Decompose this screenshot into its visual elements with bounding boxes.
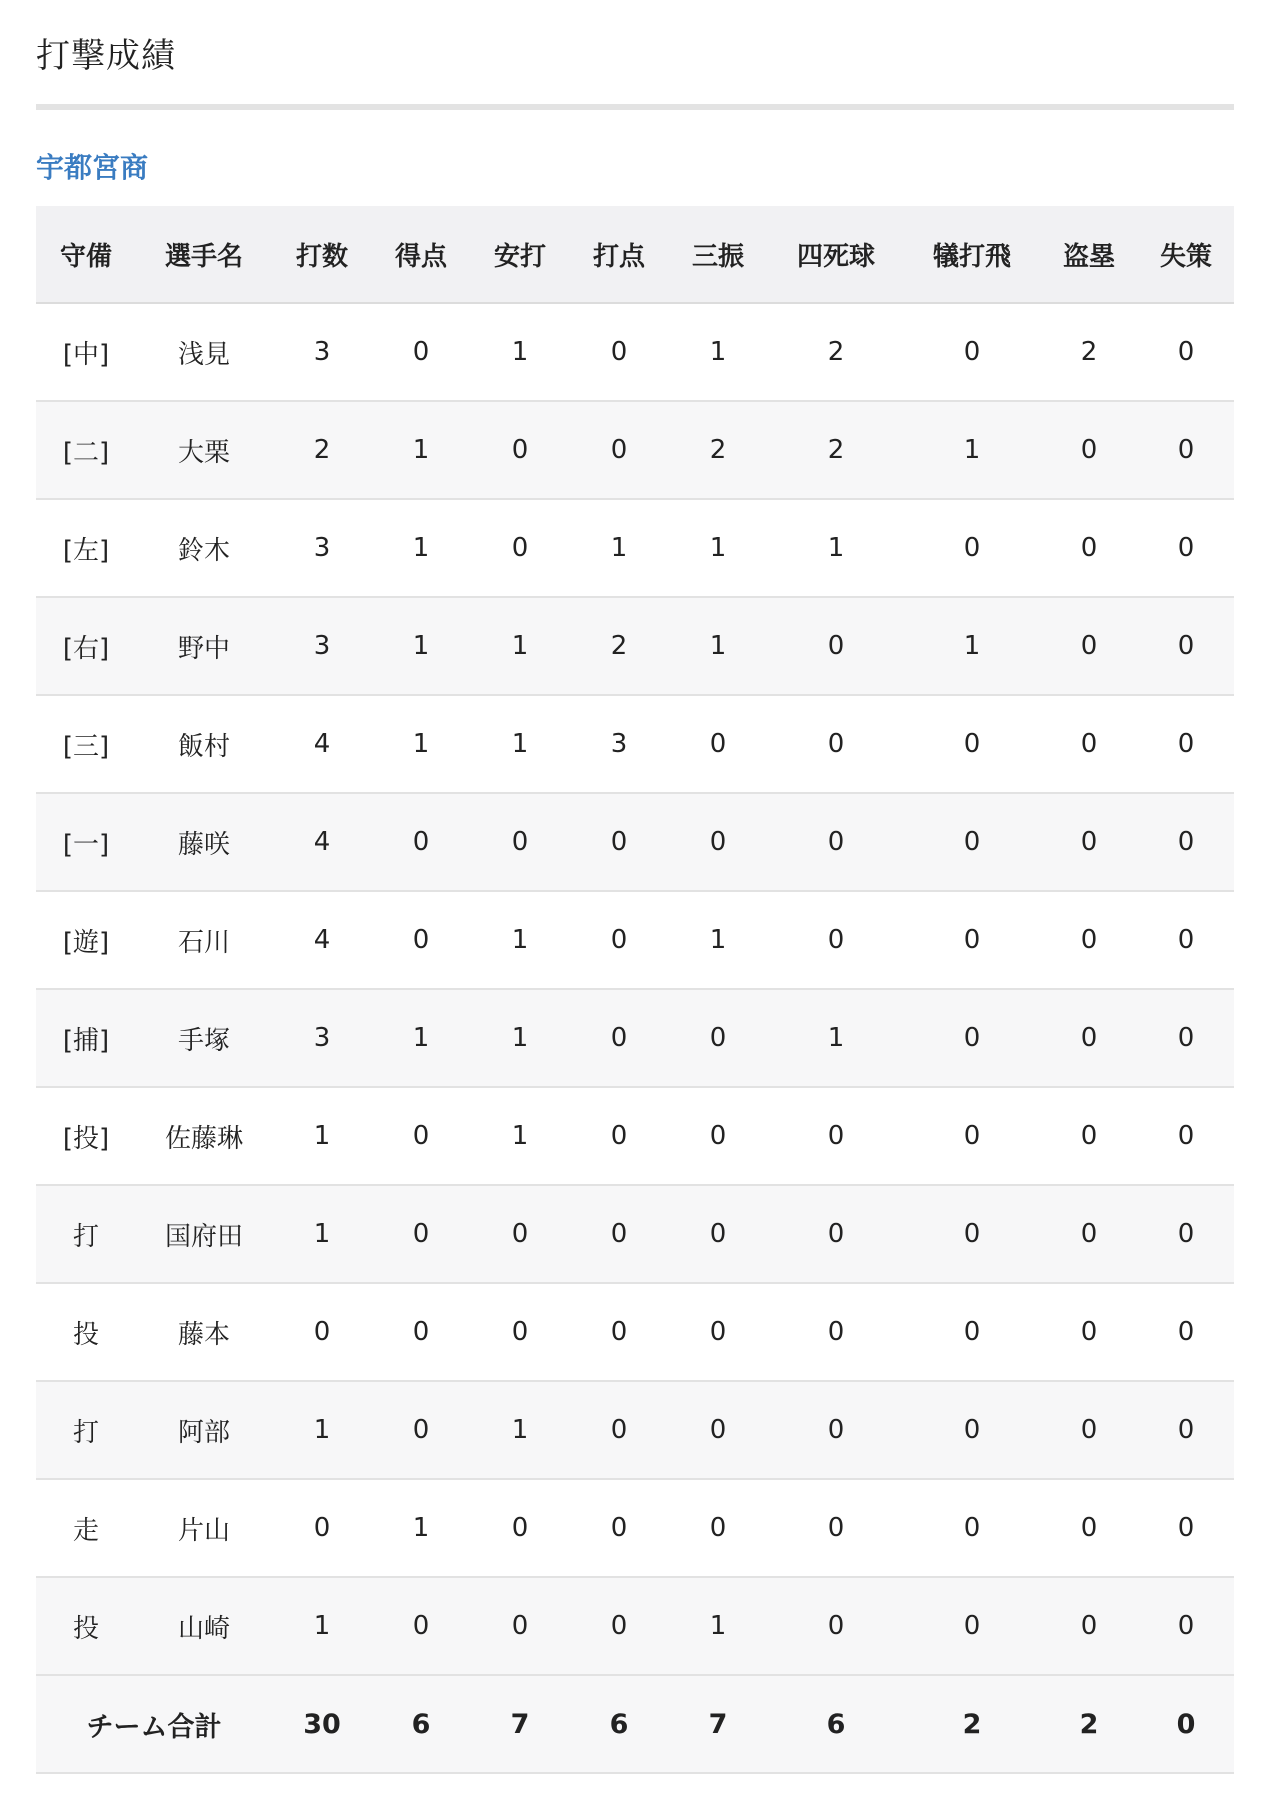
stat-cell: 1 bbox=[470, 891, 570, 989]
player-row bbox=[36, 1479, 1234, 1577]
stat-cell: 2 bbox=[570, 597, 668, 695]
stat-cell: 0 bbox=[570, 1381, 668, 1479]
player-name-cell: 藤本 bbox=[136, 1283, 272, 1381]
position-cell: [左] bbox=[36, 499, 136, 597]
column-header: 打点 bbox=[570, 206, 668, 303]
stat-cell: 1 bbox=[668, 499, 768, 597]
team-total-cell: 7 bbox=[470, 1675, 570, 1773]
player-name-cell: 野中 bbox=[136, 597, 272, 695]
stat-cell: 1 bbox=[904, 597, 1040, 695]
team-name: 宇都宮商 bbox=[36, 151, 149, 184]
stat-cell: 2 bbox=[768, 401, 904, 499]
player-row bbox=[36, 793, 1234, 891]
stat-cell: 1 bbox=[668, 1577, 768, 1675]
stat-cell: 0 bbox=[1040, 1381, 1138, 1479]
stat-cell: 0 bbox=[570, 1479, 668, 1577]
stat-cell: 0 bbox=[570, 793, 668, 891]
stat-cell: 0 bbox=[768, 1381, 904, 1479]
column-header: 三振 bbox=[668, 206, 768, 303]
stat-cell: 0 bbox=[1040, 1185, 1138, 1283]
stat-cell: 0 bbox=[470, 401, 570, 499]
stat-cell: 0 bbox=[1138, 1283, 1234, 1381]
stat-cell: 0 bbox=[470, 793, 570, 891]
stat-cell: 0 bbox=[768, 891, 904, 989]
position-cell: [遊] bbox=[36, 891, 136, 989]
stat-cell: 0 bbox=[1138, 989, 1234, 1087]
stat-cell: 0 bbox=[570, 1185, 668, 1283]
position-cell: 走 bbox=[36, 1479, 136, 1577]
team-total-cell: 7 bbox=[668, 1675, 768, 1773]
stat-cell: 2 bbox=[1040, 303, 1138, 401]
stat-cell: 1 bbox=[272, 1577, 372, 1675]
stat-cell: 0 bbox=[570, 989, 668, 1087]
position-cell: [一] bbox=[36, 793, 136, 891]
player-row bbox=[36, 1087, 1234, 1185]
stat-cell: 1 bbox=[470, 1087, 570, 1185]
column-header: 失策 bbox=[1138, 206, 1234, 303]
stat-cell: 0 bbox=[668, 793, 768, 891]
stat-cell: 1 bbox=[372, 401, 470, 499]
column-header: 得点 bbox=[372, 206, 470, 303]
stat-cell: 1 bbox=[668, 303, 768, 401]
stat-cell: 0 bbox=[1040, 1479, 1138, 1577]
player-row bbox=[36, 1185, 1234, 1283]
stat-cell: 1 bbox=[372, 1479, 470, 1577]
stat-cell: 0 bbox=[272, 1283, 372, 1381]
stat-cell: 0 bbox=[668, 1185, 768, 1283]
stat-cell: 0 bbox=[372, 1087, 470, 1185]
player-row bbox=[36, 499, 1234, 597]
stat-cell: 3 bbox=[570, 695, 668, 793]
stat-cell: 1 bbox=[272, 1087, 372, 1185]
player-row bbox=[36, 1381, 1234, 1479]
stat-cell: 2 bbox=[668, 401, 768, 499]
player-name-cell: 阿部 bbox=[136, 1381, 272, 1479]
stat-cell: 0 bbox=[570, 1283, 668, 1381]
player-row bbox=[36, 695, 1234, 793]
title-divider bbox=[36, 104, 1234, 110]
stat-cell: 0 bbox=[1138, 303, 1234, 401]
position-cell: [中] bbox=[36, 303, 136, 401]
player-row bbox=[36, 891, 1234, 989]
stat-cell: 0 bbox=[470, 1283, 570, 1381]
stat-cell: 0 bbox=[904, 499, 1040, 597]
stat-cell: 0 bbox=[1040, 1577, 1138, 1675]
stat-cell: 0 bbox=[372, 1577, 470, 1675]
position-cell: 投 bbox=[36, 1283, 136, 1381]
stat-cell: 0 bbox=[1138, 891, 1234, 989]
stat-cell: 0 bbox=[668, 1283, 768, 1381]
player-name-cell: 大栗 bbox=[136, 401, 272, 499]
column-header: 守備 bbox=[36, 206, 136, 303]
table-header bbox=[36, 206, 1234, 303]
stat-cell: 1 bbox=[768, 499, 904, 597]
player-name-cell: 山崎 bbox=[136, 1577, 272, 1675]
stat-cell: 0 bbox=[1138, 1087, 1234, 1185]
player-name-cell: 片山 bbox=[136, 1479, 272, 1577]
stat-cell: 1 bbox=[272, 1185, 372, 1283]
stat-cell: 0 bbox=[1138, 499, 1234, 597]
header-row bbox=[36, 206, 1234, 303]
position-cell: [捕] bbox=[36, 989, 136, 1087]
stat-cell: 0 bbox=[1138, 793, 1234, 891]
stat-cell: 0 bbox=[470, 1577, 570, 1675]
position-cell: [投] bbox=[36, 1087, 136, 1185]
stat-cell: 3 bbox=[272, 597, 372, 695]
stat-cell: 0 bbox=[904, 1185, 1040, 1283]
player-row bbox=[36, 401, 1234, 499]
player-row bbox=[36, 1283, 1234, 1381]
batting-stats-table bbox=[36, 206, 1234, 1774]
stat-cell: 4 bbox=[272, 793, 372, 891]
team-total-row bbox=[36, 1675, 1234, 1773]
stat-cell: 0 bbox=[1040, 597, 1138, 695]
team-total-cell: 0 bbox=[1138, 1675, 1234, 1773]
stat-cell: 0 bbox=[904, 989, 1040, 1087]
stat-cell: 1 bbox=[272, 1381, 372, 1479]
stat-cell: 0 bbox=[768, 1283, 904, 1381]
stat-cell: 0 bbox=[904, 1381, 1040, 1479]
stat-cell: 0 bbox=[668, 695, 768, 793]
column-header: 打数 bbox=[272, 206, 372, 303]
stat-cell: 0 bbox=[470, 1479, 570, 1577]
stat-cell: 0 bbox=[768, 1479, 904, 1577]
player-name-cell: 手塚 bbox=[136, 989, 272, 1087]
position-cell: [右] bbox=[36, 597, 136, 695]
stat-cell: 1 bbox=[372, 695, 470, 793]
player-row bbox=[36, 303, 1234, 401]
stat-cell: 0 bbox=[1040, 989, 1138, 1087]
stat-cell: 0 bbox=[1040, 401, 1138, 499]
stat-cell: 0 bbox=[470, 1185, 570, 1283]
stat-cell: 1 bbox=[668, 891, 768, 989]
stat-cell: 0 bbox=[904, 793, 1040, 891]
stat-cell: 0 bbox=[904, 1283, 1040, 1381]
column-header: 選手名 bbox=[136, 206, 272, 303]
stat-cell: 0 bbox=[372, 793, 470, 891]
player-name-cell: 佐藤琳 bbox=[136, 1087, 272, 1185]
team-total-cell: 6 bbox=[372, 1675, 470, 1773]
stat-cell: 0 bbox=[768, 1185, 904, 1283]
column-header: 四死球 bbox=[768, 206, 904, 303]
stat-cell: 0 bbox=[372, 891, 470, 989]
stat-cell: 0 bbox=[904, 891, 1040, 989]
stat-cell: 0 bbox=[1138, 597, 1234, 695]
position-cell: 打 bbox=[36, 1381, 136, 1479]
stat-cell: 0 bbox=[1040, 695, 1138, 793]
player-name-cell: 国府田 bbox=[136, 1185, 272, 1283]
player-name-cell: 鈴木 bbox=[136, 499, 272, 597]
stat-cell: 0 bbox=[768, 597, 904, 695]
stat-cell: 2 bbox=[272, 401, 372, 499]
stat-cell: 0 bbox=[1138, 1479, 1234, 1577]
stat-cell: 0 bbox=[1040, 1283, 1138, 1381]
stat-cell: 0 bbox=[904, 1577, 1040, 1675]
stat-cell: 0 bbox=[768, 695, 904, 793]
stat-cell: 0 bbox=[570, 1577, 668, 1675]
team-total-label: チーム合計 bbox=[36, 1675, 272, 1773]
position-cell: [二] bbox=[36, 401, 136, 499]
stat-cell: 1 bbox=[470, 695, 570, 793]
stat-cell: 0 bbox=[668, 1381, 768, 1479]
column-header: 犠打飛 bbox=[904, 206, 1040, 303]
stat-cell: 1 bbox=[904, 401, 1040, 499]
stat-cell: 0 bbox=[372, 1185, 470, 1283]
stat-cell: 0 bbox=[1040, 793, 1138, 891]
stat-cell: 1 bbox=[470, 303, 570, 401]
stat-cell: 0 bbox=[904, 303, 1040, 401]
table-footer bbox=[36, 1675, 1234, 1773]
stat-cell: 0 bbox=[1138, 1577, 1234, 1675]
stat-cell: 1 bbox=[372, 499, 470, 597]
stat-cell: 3 bbox=[272, 303, 372, 401]
stat-cell: 0 bbox=[570, 1087, 668, 1185]
stat-cell: 0 bbox=[570, 401, 668, 499]
stat-cell: 0 bbox=[1138, 1185, 1234, 1283]
team-total-cell: 2 bbox=[1040, 1675, 1138, 1773]
stat-cell: 4 bbox=[272, 891, 372, 989]
stat-cell: 1 bbox=[668, 597, 768, 695]
stat-cell: 0 bbox=[1040, 499, 1138, 597]
stat-cell: 0 bbox=[1040, 891, 1138, 989]
stat-cell: 0 bbox=[570, 303, 668, 401]
stat-cell: 0 bbox=[904, 1479, 1040, 1577]
stat-cell: 1 bbox=[372, 989, 470, 1087]
player-name-cell: 浅見 bbox=[136, 303, 272, 401]
stat-cell: 1 bbox=[470, 597, 570, 695]
stat-cell: 0 bbox=[1138, 695, 1234, 793]
section-title: 打撃成績 bbox=[36, 36, 176, 76]
stat-cell: 2 bbox=[768, 303, 904, 401]
stat-cell: 0 bbox=[904, 695, 1040, 793]
stat-cell: 0 bbox=[1138, 401, 1234, 499]
stat-cell: 0 bbox=[1138, 1381, 1234, 1479]
stat-cell: 0 bbox=[904, 1087, 1040, 1185]
team-total-cell: 6 bbox=[768, 1675, 904, 1773]
stat-cell: 0 bbox=[372, 1381, 470, 1479]
stat-cell: 0 bbox=[668, 989, 768, 1087]
stat-cell: 0 bbox=[272, 1479, 372, 1577]
team-total-cell: 6 bbox=[570, 1675, 668, 1773]
player-row bbox=[36, 989, 1234, 1087]
stat-cell: 1 bbox=[768, 989, 904, 1087]
stat-cell: 0 bbox=[768, 1087, 904, 1185]
player-name-cell: 石川 bbox=[136, 891, 272, 989]
column-header: 安打 bbox=[470, 206, 570, 303]
player-row bbox=[36, 1577, 1234, 1675]
stat-cell: 3 bbox=[272, 989, 372, 1087]
player-name-cell: 藤咲 bbox=[136, 793, 272, 891]
player-name-cell: 飯村 bbox=[136, 695, 272, 793]
player-row bbox=[36, 597, 1234, 695]
stat-cell: 1 bbox=[470, 1381, 570, 1479]
stat-cell: 0 bbox=[768, 1577, 904, 1675]
position-cell: 投 bbox=[36, 1577, 136, 1675]
team-total-cell: 30 bbox=[272, 1675, 372, 1773]
stat-cell: 0 bbox=[668, 1087, 768, 1185]
stat-cell: 1 bbox=[570, 499, 668, 597]
position-cell: [三] bbox=[36, 695, 136, 793]
stat-cell: 0 bbox=[372, 1283, 470, 1381]
stat-cell: 4 bbox=[272, 695, 372, 793]
stat-cell: 0 bbox=[1040, 1087, 1138, 1185]
position-cell: 打 bbox=[36, 1185, 136, 1283]
column-header: 盗塁 bbox=[1040, 206, 1138, 303]
stat-cell: 3 bbox=[272, 499, 372, 597]
stat-cell: 1 bbox=[372, 597, 470, 695]
table-body bbox=[36, 303, 1234, 1675]
stat-cell: 0 bbox=[768, 793, 904, 891]
stat-cell: 1 bbox=[470, 989, 570, 1087]
team-total-cell: 2 bbox=[904, 1675, 1040, 1773]
stat-cell: 0 bbox=[372, 303, 470, 401]
stat-cell: 0 bbox=[668, 1479, 768, 1577]
stat-cell: 0 bbox=[570, 891, 668, 989]
stat-cell: 0 bbox=[470, 499, 570, 597]
